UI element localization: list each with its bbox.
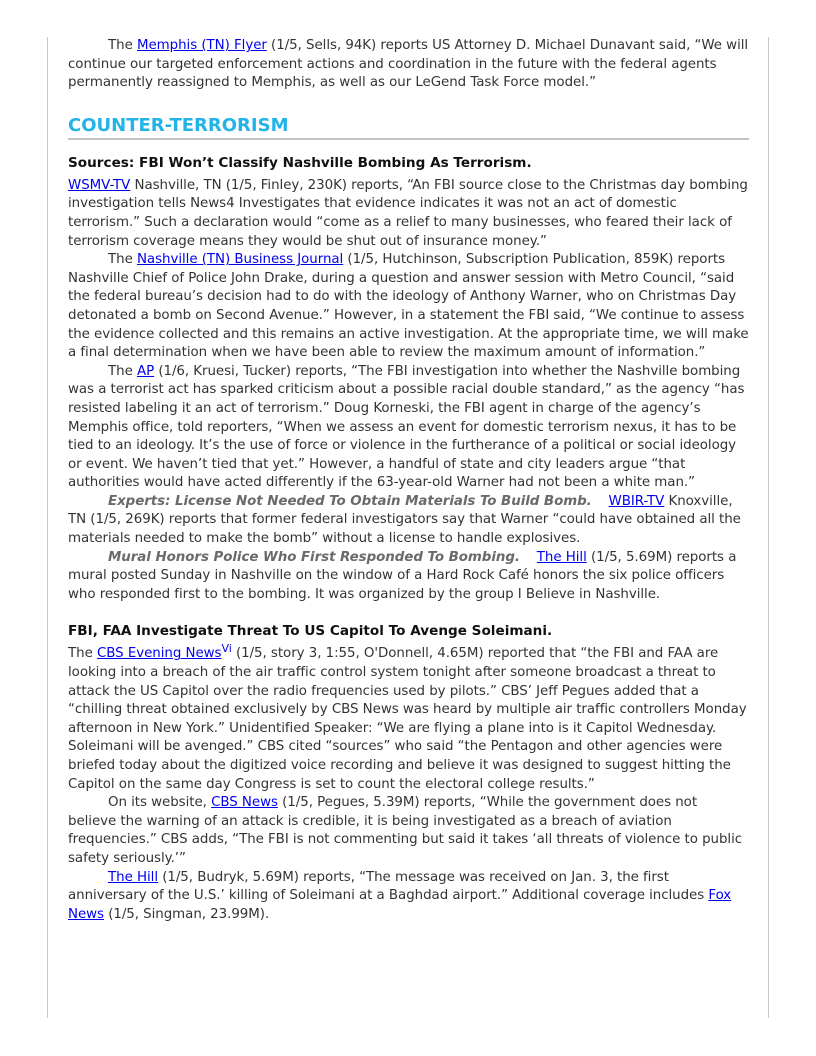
wsmv-tv-link[interactable]: WSMV-TV <box>68 177 131 193</box>
document-page <box>47 37 769 1018</box>
subtitle-mural-honors: Mural Honors Police Who First Responded To Bombing. <box>108 549 520 565</box>
story-paragraph <box>68 549 749 605</box>
text: (1/5, Budryk, 5.69M) reports, “The message was received on Jan. 3, the first anniversary of the U.S.’ killing of Soleimani at a Baghdad airport.” Additional coverage includes <box>68 869 709 904</box>
cbs-evening-news-link[interactable]: CBS Evening News <box>96 646 222 662</box>
story-title-capitol-threat: FBI, FAA Investigate Threat To US Capitol To Avenge Soleimani. <box>68 623 553 640</box>
story-paragraph <box>68 642 749 794</box>
nashville-business-journal-link[interactable]: Nashville (TN) Business Journal <box>136 252 344 268</box>
story-paragraph <box>68 177 749 251</box>
text: (1/5, Pegues, 5.39M) reports, “While the government does not believe the warning of an attack is credible, it is being investigated as a breach of aviation frequencies.” CBS adds, “The FBI is not commenting but said it takes ‘all threats of violence to public safety seriously.’” <box>68 795 743 866</box>
story-paragraph <box>68 493 749 549</box>
text: (1/5, 5.69M) reports a mural posted Sunday in Nashville on the window of a Hard Rock Café honors the six police officers who responded first to the bombing. It was organized by the group I Believe in Nashville. <box>68 549 737 602</box>
intro-paragraph <box>68 37 749 93</box>
text: The <box>68 646 97 662</box>
subtitle-experts-license: Experts: License Not Needed To Obtain Materials To Build Bomb. <box>108 493 592 509</box>
story-paragraph <box>68 869 749 925</box>
text: The <box>108 363 137 379</box>
wbir-tv-link[interactable]: WBIR-TV <box>608 493 665 509</box>
the-hill-link[interactable]: The Hill <box>108 869 158 885</box>
story-paragraph <box>68 794 749 868</box>
text: On its website, <box>108 795 212 811</box>
text: The <box>108 252 137 268</box>
ap-link[interactable]: AP <box>136 363 155 379</box>
document-content <box>68 37 749 924</box>
the-hill-link[interactable]: The Hill <box>536 549 587 565</box>
text: (1/5, Singman, 23.99M). <box>103 906 270 922</box>
text: (1/5, Hutchinson, Subscription Publication, 859K) reports Nashville Chief of Police John Drake, during a question and answer session with Metro Council, “said the federal bureau’s decision had to do with the ideology of Anthony Warner, who on Christmas Day detonated a bomb on Second Avenue.” However, in a statement the FBI said, “We continue to assess the evidence collected and this remains an active investigation. At the appropriate time, we will make a final determination when we have been able to review the maximum amount of information.” <box>68 252 749 361</box>
text: The <box>108 38 137 53</box>
video-icon[interactable]: Vi <box>221 642 232 656</box>
section-heading-counter-terrorism: COUNTER-TERRORISM <box>68 115 749 140</box>
text: (1/5, Sells, 94K) reports US Attorney D. Michael Dunavant said, “We will continue our targeted enforcement actions and coordination in the future with the federal agents permanently reassigned to Memphis, as well as our LeGend Task Force model.” <box>68 38 749 91</box>
memphis-flyer-link[interactable]: Memphis (TN) Flyer <box>136 38 267 53</box>
text: Knoxville, TN (1/5, 269K) reports that former federal investigators say that Warner “could have obtained all the materials needed to make the bomb” without a license to handle explosives. <box>68 493 741 547</box>
fox-news-link[interactable]: Fox News <box>68 888 732 922</box>
story-paragraph <box>68 363 749 493</box>
text: (1/5, story 3, 1:55, O'Donnell, 4.65M) reported that “the FBI and FAA are looking into a breach of the air traffic control system tonight after someone broadcast a threat to attack the US Capitol over the radio frequencies used by pilots.” CBS’ Jeff Pegues added that a “chilling threat obtained exclusively by CBS News was heard by multiple air traffic controllers Monday afternoon in New York.” Unidentified Speaker: “We are flying a plane into is it Capitol Wednesday. Soleimani will be avenged.” CBS cited “sources” who said “the Pentagon and other agencies were briefed today about the digitized voice recording and believe it was designed to suggest hitting the Capitol on the same day Congress is set to count the electoral college results.” <box>68 646 747 792</box>
story-paragraph <box>68 251 749 363</box>
cbs-news-link[interactable]: CBS News <box>211 795 278 811</box>
text: (1/6, Kruesi, Tucker) reports, “The FBI investigation into whether the Nashville bombing was a terrorist act has sparked criticism about a possible racial double standard,” as the agency “has resisted labeling it an act of terrorism.” Doug Korneski, the FBI agent in charge of the agency’s Memphis office, told reporters, “When we assess an event for domestic terrorism nexus, it has to be tied to an ideology. It’s the use of force or violence in the furtherance of a political or social ideology or event. We haven’t tied that yet.” However, a handful of state and city leaders argue “that authorities would have acted differently if the 63-year-old Warner had not been a white man.” <box>68 363 745 491</box>
story-title-nashville-bombing: Sources: FBI Won’t Classify Nashville Bombing As Terrorism. <box>68 154 532 171</box>
text: Nashville, TN (1/5, Finley, 230K) reports, “An FBI source close to the Christmas day bombing investigation tells News4 Investigates that evidence indicates it was not an act of domestic terrorism.” Such a declaration would “come as a relief to many businesses, who feared their lack of terrorism coverage means they would be shut out of insurance money.” <box>68 177 748 249</box>
